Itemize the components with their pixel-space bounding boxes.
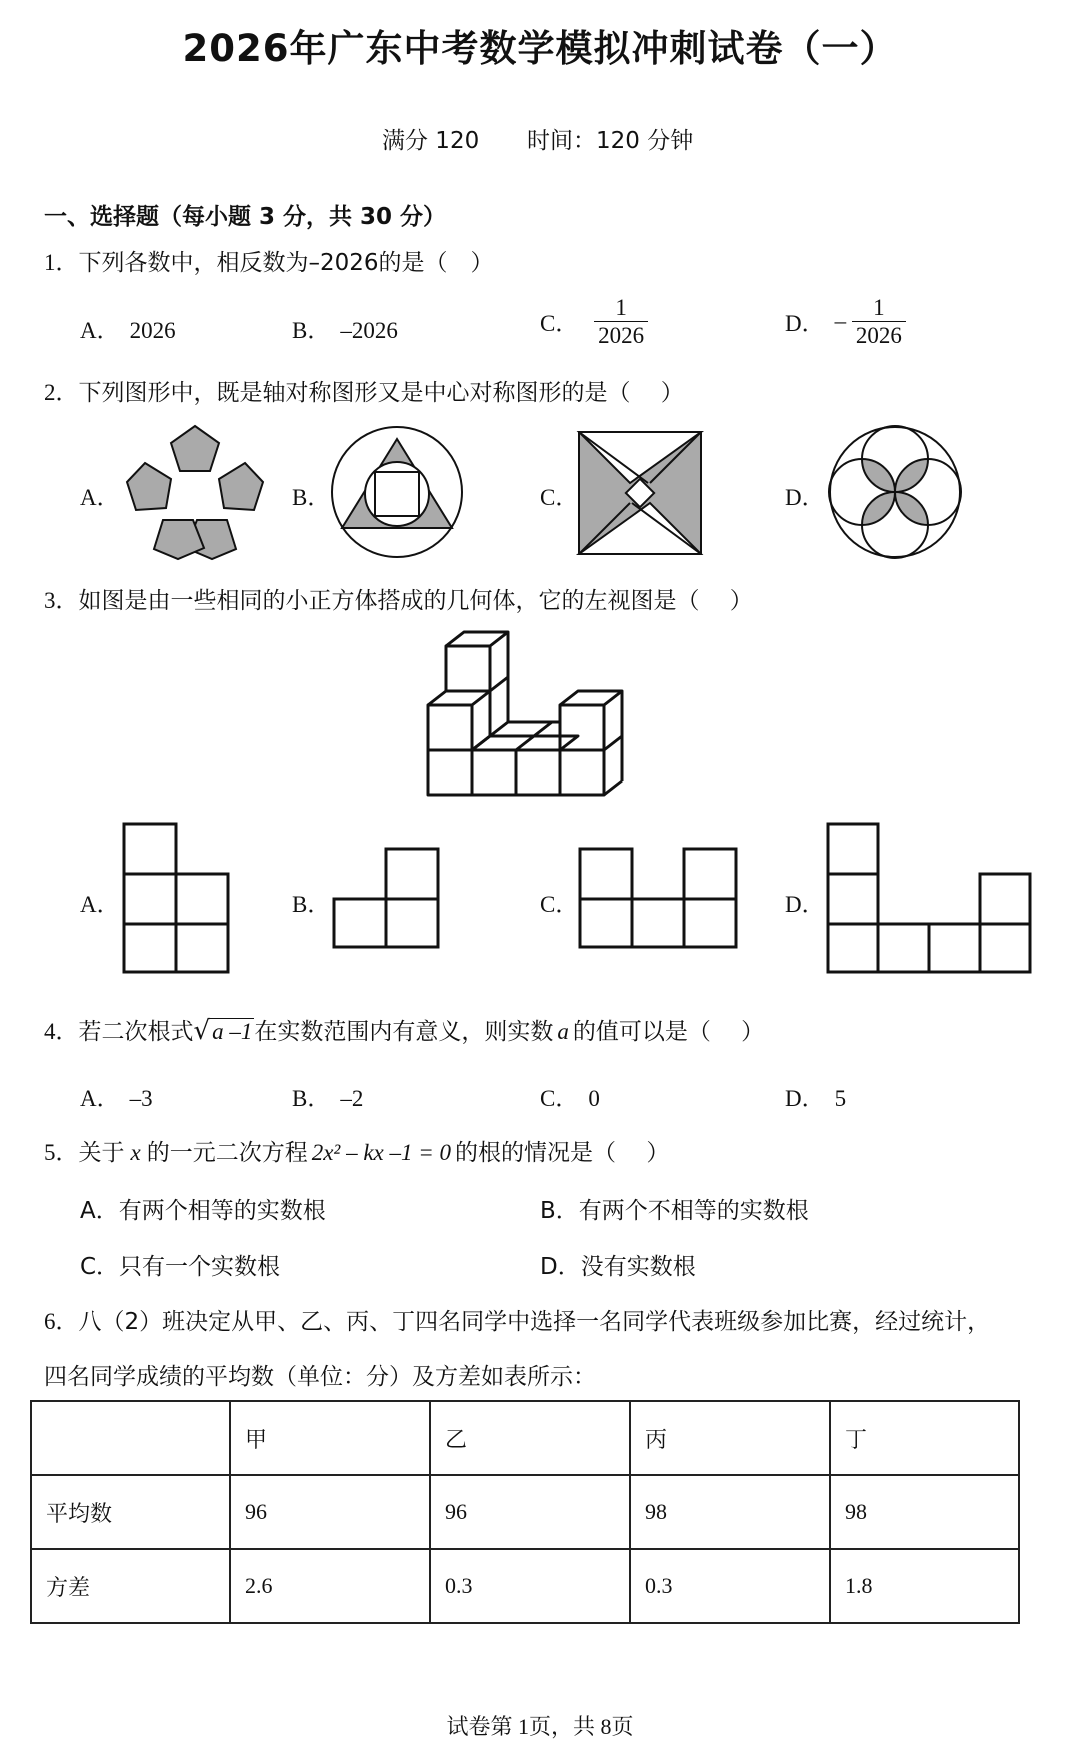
option-c-label: C． — [540, 485, 579, 510]
option-b: B． –2 — [292, 1086, 364, 1111]
option-c: C．只有一个实数根 — [80, 1254, 281, 1280]
left-view-option-d — [826, 822, 1034, 974]
question-number: 5． — [44, 1140, 79, 1165]
question-4 — [44, 1013, 764, 1046]
time-limit: 时间：120 分钟 — [527, 128, 694, 154]
option-a: A． –3 — [80, 1086, 153, 1111]
table-cell: 2.6 — [230, 1549, 430, 1623]
option-d-label: D． — [785, 485, 825, 510]
option-c-label: C． — [540, 892, 579, 917]
exam-title: 2026年广东中考数学模拟冲刺试卷（一） — [182, 27, 898, 70]
cube-solid-figure — [426, 628, 651, 798]
question-number: 1． — [44, 250, 79, 275]
section-heading: 一、选择题（每小题 3 分，共 30 分） — [44, 204, 447, 230]
option-d-label: D． — [785, 892, 825, 917]
table-cell: 96 — [430, 1475, 630, 1549]
question-6 — [44, 1303, 990, 1336]
option-value: 2026 — [129, 318, 176, 343]
option-a: A．有两个相等的实数根 — [80, 1198, 326, 1224]
table-cell: 98 — [830, 1475, 1019, 1549]
option-c — [540, 294, 648, 349]
question-text: 下列图形中，既是轴对称图形又是中心对称图形的是（ ） — [78, 380, 684, 406]
question-text: 在实数范围内有意义，则实数 — [254, 1019, 554, 1045]
option-d: D．没有实数根 — [540, 1254, 696, 1280]
option-label: B． — [292, 318, 331, 343]
question-number: 4． — [44, 1019, 79, 1044]
pentagon-ring-figure — [115, 420, 275, 560]
page-footer: 试卷第 1页，共 8页 — [446, 1714, 634, 1739]
fraction: $\frac{1}{2026}$ — [594, 294, 648, 349]
table-cell: 方差 — [31, 1549, 230, 1623]
table-row — [31, 1475, 1019, 1549]
option-d — [785, 294, 906, 349]
table-cell: 乙 — [430, 1401, 630, 1475]
table-cell: 丙 — [630, 1401, 830, 1475]
question-text: 下列各数中，相反数为–2026的是（ ） — [78, 250, 494, 276]
left-view-option-a — [122, 822, 230, 974]
fraction: $\frac{1}{2026}$ — [852, 294, 906, 349]
pinwheel-square-figure — [578, 431, 702, 555]
question-text: 的根的情况是（ ） — [455, 1140, 670, 1166]
option-c: C． 0 — [540, 1086, 600, 1111]
option-label: D． — [785, 311, 825, 336]
table-cell: 98 — [630, 1475, 830, 1549]
table-cell: 平均数 — [31, 1475, 230, 1549]
question-text: 八（2）班决定从甲、乙、丙、丁四名同学中选择一名同学代表班级参加比赛，经过统计， — [78, 1309, 991, 1335]
option-b — [292, 312, 398, 345]
score-table — [30, 1400, 1020, 1624]
table-cell: 0.3 — [430, 1549, 630, 1623]
option-a — [80, 312, 176, 345]
full-score: 满分 120 — [382, 128, 480, 154]
question-text-line2: 四名同学成绩的平均数（单位：分）及方差如表所示： — [44, 1364, 596, 1390]
table-cell — [31, 1401, 230, 1475]
question-number: 3． — [44, 588, 79, 613]
option-d: D． 5 — [785, 1086, 847, 1111]
table-row — [31, 1549, 1019, 1623]
question-number: 2． — [44, 380, 79, 405]
table-header-row — [31, 1401, 1019, 1475]
question-text: 如图是由一些相同的小正方体搭成的几何体，它的左视图是（ ） — [78, 588, 753, 614]
question-3 — [44, 582, 753, 615]
question-text: 的一元二次方程 — [146, 1140, 308, 1166]
table-cell: 96 — [230, 1475, 430, 1549]
option-a-label: A． — [80, 485, 120, 510]
question-1 — [44, 244, 494, 277]
table-cell: 丁 — [830, 1401, 1019, 1475]
option-label: C． — [540, 311, 579, 336]
radicand: a –1 — [212, 1019, 253, 1044]
question-text: 若二次根式 — [78, 1019, 194, 1045]
left-view-option-c — [578, 847, 738, 949]
question-5 — [44, 1134, 669, 1167]
equation: 2x² – kx –1 = 0 — [311, 1140, 452, 1165]
left-view-option-b — [332, 847, 440, 949]
table-cell: 1.8 — [830, 1549, 1019, 1623]
question-text: 的值可以是（ ） — [572, 1019, 765, 1045]
variable: x — [130, 1140, 141, 1165]
option-b-label: B． — [292, 485, 331, 510]
option-a-label: A． — [80, 892, 120, 917]
four-petal-circle-figure — [828, 425, 962, 559]
question-2 — [44, 374, 684, 407]
minus-sign: – — [834, 308, 847, 334]
option-value: –2026 — [340, 318, 398, 343]
radical-sign: √ — [193, 1016, 211, 1046]
table-cell: 甲 — [230, 1401, 430, 1475]
option-b: B．有两个不相等的实数根 — [540, 1198, 809, 1224]
option-b-label: B． — [292, 892, 331, 917]
option-label: A． — [80, 318, 120, 343]
circle-triangle-square-figure — [330, 425, 465, 560]
table-cell: 0.3 — [630, 1549, 830, 1623]
variable: a — [557, 1019, 569, 1044]
question-number: 6． — [44, 1309, 79, 1334]
question-text: 关于 — [78, 1140, 125, 1166]
